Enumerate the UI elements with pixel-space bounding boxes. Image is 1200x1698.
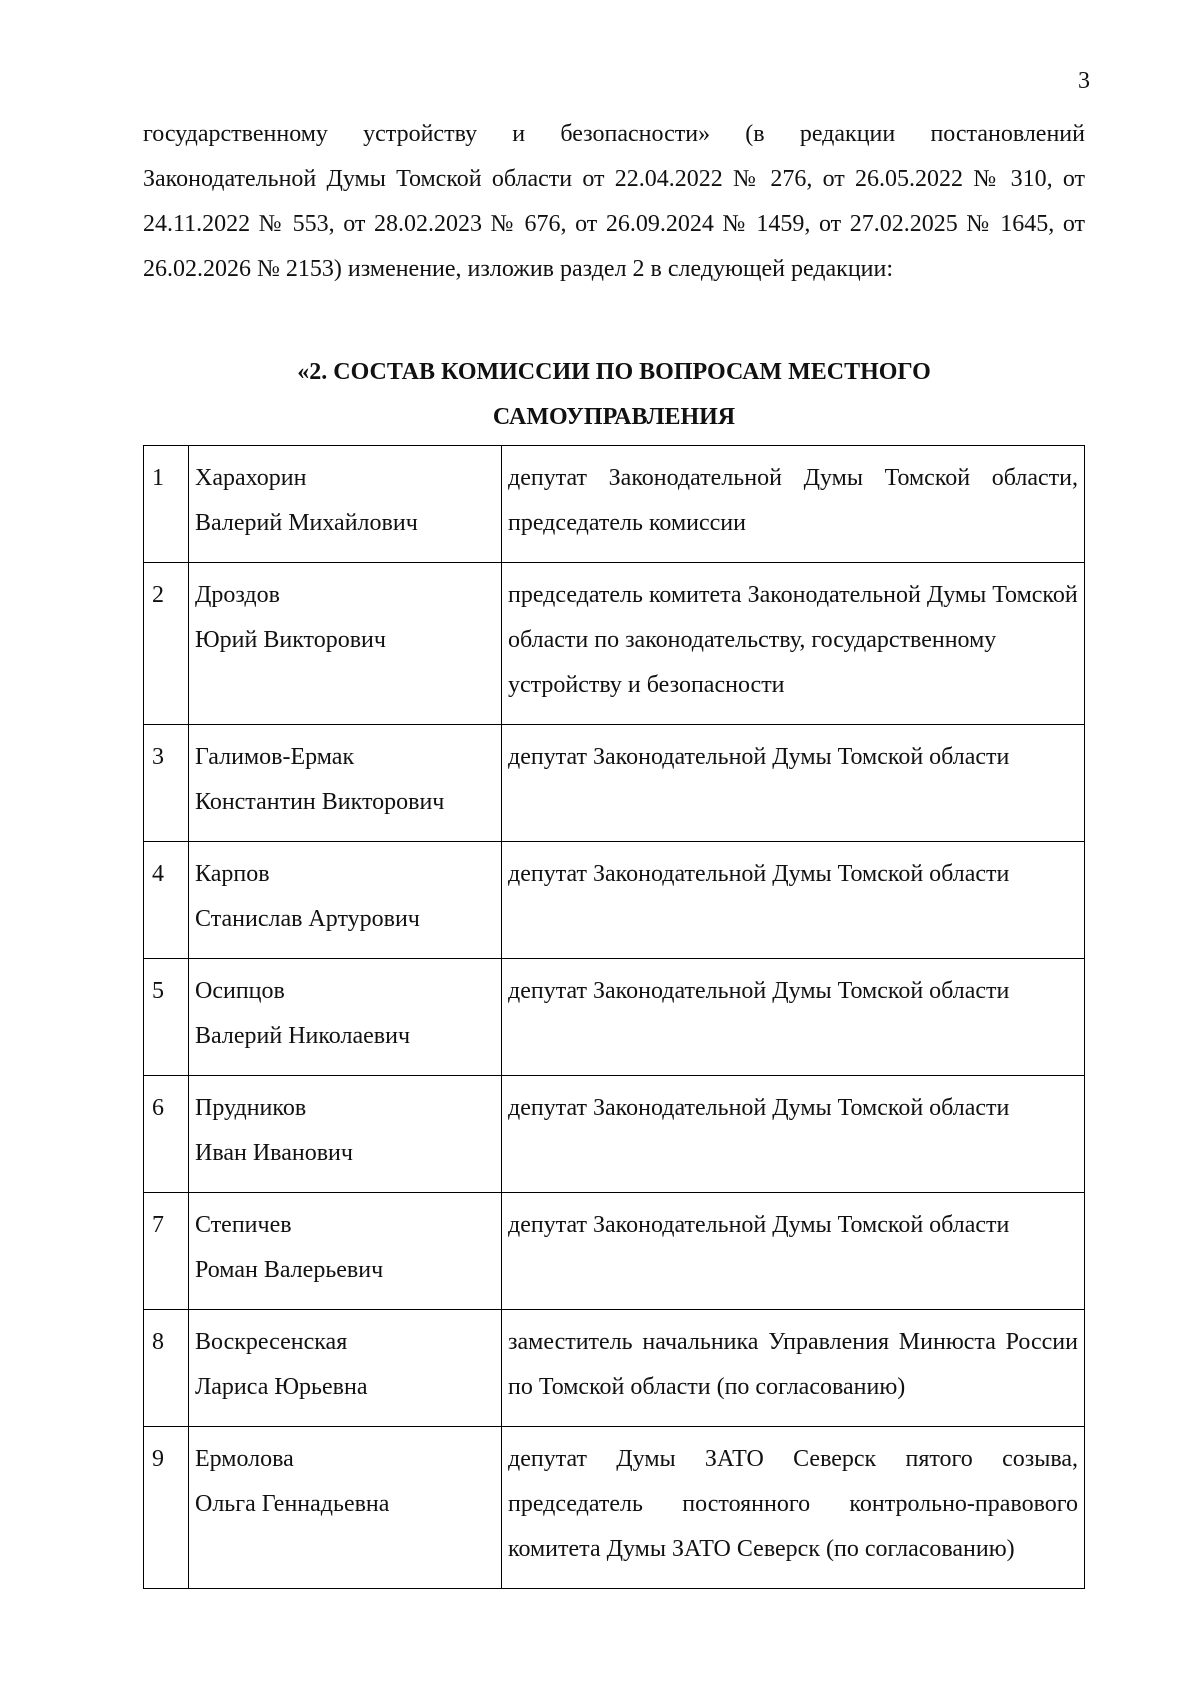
table-row: [144, 563, 1085, 725]
member-surname: Ермолова: [195, 1446, 294, 1472]
member-surname: Воскресенская: [195, 1329, 348, 1355]
table-row: [144, 842, 1085, 959]
table-row: [144, 1193, 1085, 1310]
member-role: депутат Законодательной Думы Томской области: [502, 1076, 1085, 1193]
member-role: заместитель начальника Управления Минюста России по Томской области (по согласованию): [502, 1310, 1085, 1427]
page-number: 3: [1078, 68, 1090, 94]
member-role: депутат Законодательной Думы Томской области, председатель комиссии: [502, 446, 1085, 563]
member-name: [189, 563, 502, 725]
section-title-line-2: САМОУПРАВЛЕНИЯ: [492, 404, 736, 430]
member-role: депутат Думы ЗАТО Северск пятого созыва, председатель постоянного контрольно-правового комитета Думы ЗАТО Северск (по согласованию): [502, 1427, 1085, 1589]
member-name: [189, 1076, 502, 1193]
member-surname: Осипцов: [195, 978, 285, 1004]
member-number: 6: [144, 1076, 189, 1193]
member-given-name: Иван Иванович: [195, 1140, 353, 1166]
member-name: [189, 1310, 502, 1427]
member-number: 5: [144, 959, 189, 1076]
section-title-line-1: «2. СОСТАВ КОМИССИИ ПО ВОПРОСАМ МЕСТНОГО: [297, 359, 931, 385]
member-given-name: Юрий Викторович: [195, 627, 386, 653]
member-name: [189, 725, 502, 842]
member-surname: Харахорин: [195, 465, 307, 491]
member-surname: Галимов-Ермак: [195, 744, 355, 770]
section-title: [143, 350, 1085, 440]
member-number: 4: [144, 842, 189, 959]
commission-members-table: [143, 445, 1085, 1589]
member-number: 3: [144, 725, 189, 842]
member-name: [189, 842, 502, 959]
member-surname: Прудников: [195, 1095, 307, 1121]
table-row: [144, 959, 1085, 1076]
member-role: депутат Законодательной Думы Томской области: [502, 1193, 1085, 1310]
table-row: [144, 446, 1085, 563]
intro-paragraph: государственному устройству и безопасности» (в редакции постановлений Законодательной Думы Томской области от 22.04.2022 № 276, от 26.05.2022 № 310, от 24.11.2022 № 553, от 28.02.2023 № 676, от 26.09.2024 № 1459, от 27.02.2025 № 1645, от 26.02.2026 № 2153) изменение, изложив раздел 2 в следующей редакции:: [143, 121, 1085, 282]
member-name: [189, 959, 502, 1076]
member-given-name: Роман Валерьевич: [195, 1257, 384, 1283]
member-number: 8: [144, 1310, 189, 1427]
member-role: депутат Законодательной Думы Томской области: [502, 842, 1085, 959]
member-given-name: Валерий Николаевич: [195, 1023, 411, 1049]
table-row: [144, 1310, 1085, 1427]
table-row: [144, 1427, 1085, 1589]
member-role: председатель комитета Законодательной Думы Томской области по законодательству, государственному устройству и безопасности: [502, 563, 1085, 725]
member-name: [189, 1193, 502, 1310]
member-surname: Карпов: [195, 861, 270, 887]
table-row: [144, 1076, 1085, 1193]
table-row: [144, 725, 1085, 842]
member-role: депутат Законодательной Думы Томской области: [502, 725, 1085, 842]
member-number: 1: [144, 446, 189, 563]
member-surname: Дроздов: [195, 582, 280, 608]
member-number: 2: [144, 563, 189, 725]
member-name: [189, 1427, 502, 1589]
member-given-name: Константин Викторович: [195, 789, 445, 815]
member-role: депутат Законодательной Думы Томской области: [502, 959, 1085, 1076]
member-number: 7: [144, 1193, 189, 1310]
member-surname: Степичев: [195, 1212, 292, 1238]
member-given-name: Ольга Геннадьевна: [195, 1491, 390, 1517]
member-given-name: Валерий Михайлович: [195, 510, 418, 536]
member-number: 9: [144, 1427, 189, 1589]
member-name: [189, 446, 502, 563]
member-given-name: Лариса Юрьевна: [195, 1374, 368, 1400]
member-given-name: Станислав Артурович: [195, 906, 420, 932]
